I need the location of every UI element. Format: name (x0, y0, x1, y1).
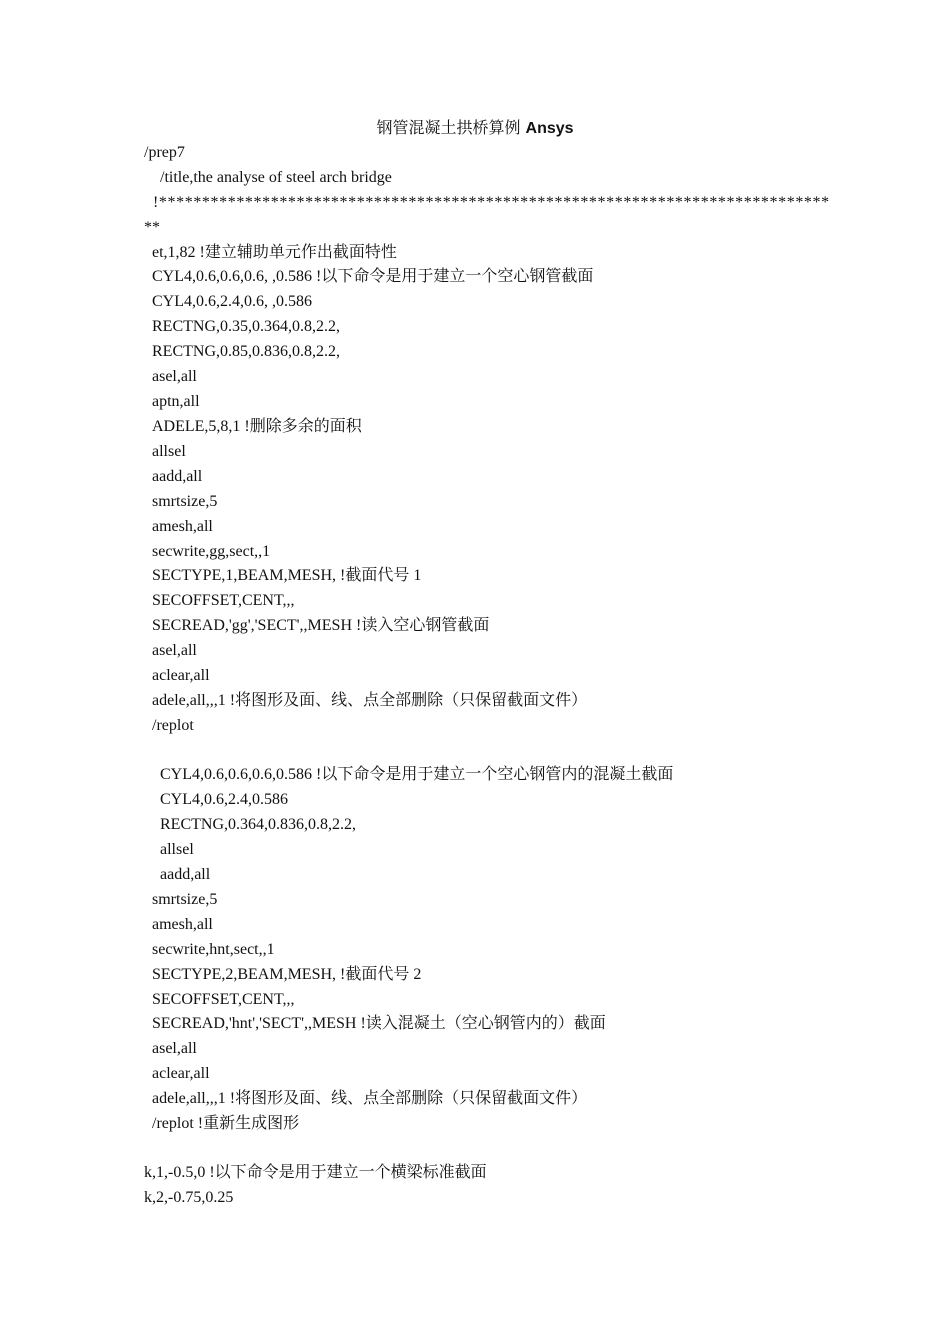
code-line: allsel (152, 443, 186, 460)
code-line: adele,all,,,1 !将图形及面、线、点全部删除（只保留截面文件） (152, 692, 588, 709)
document-title (0, 117, 950, 140)
code-line: RECTNG,0.85,0.836,0.8,2.2, (152, 343, 340, 360)
code-line: SECREAD,'gg','SECT',,MESH !读入空心钢管截面 (152, 617, 490, 634)
code-line: /replot !重新生成图形 (152, 1115, 300, 1132)
code-line: k,1,-0.5,0 !以下命令是用于建立一个横梁标准截面 (144, 1164, 487, 1181)
code-line: RECTNG,0.35,0.364,0.8,2.2, (152, 318, 340, 335)
code-line: secwrite,gg,sect,,1 (152, 543, 271, 560)
code-line: /title,the analyse of steel arch bridge (160, 169, 392, 186)
code-line: asel,all (152, 368, 197, 385)
title-chinese: 钢管混凝土拱桥算例 (376, 118, 526, 137)
code-line: aadd,all (152, 468, 203, 485)
code-line: SECTYPE,2,BEAM,MESH, !截面代号 2 (152, 966, 422, 983)
code-line: aadd,all (160, 866, 211, 883)
code-line: /replot (152, 717, 194, 734)
code-line: aclear,all (152, 667, 210, 684)
code-line: amesh,all (152, 916, 213, 933)
code-line: CYL4,0.6,2.4,0.586 (160, 791, 288, 808)
code-line: aptn,all (152, 393, 200, 410)
code-line: SECOFFSET,CENT,,, (152, 991, 295, 1008)
code-line: RECTNG,0.364,0.836,0.8,2.2, (160, 816, 356, 833)
code-line: aclear,all (152, 1065, 210, 1082)
code-line: ADELE,5,8,1 !删除多余的面积 (152, 418, 362, 435)
code-line: SECOFFSET,CENT,,, (152, 592, 295, 609)
title-ansys: Ansys (525, 120, 574, 137)
code-line: secwrite,hnt,sect,,1 (152, 941, 275, 958)
code-line: amesh,all (152, 518, 213, 535)
code-line: CYL4,0.6,0.6,0.6,0.586 !以下命令是用于建立一个空心钢管内的混凝土截面 (160, 766, 674, 783)
code-line: allsel (160, 841, 194, 858)
code-line: adele,all,,,1 !将图形及面、线、点全部删除（只保留截面文件） (152, 1090, 588, 1107)
code-line: /prep7 (144, 144, 185, 161)
code-line: ** (144, 219, 160, 236)
code-line: asel,all (152, 1040, 197, 1057)
code-line: smrtsize,5 (152, 493, 218, 510)
code-line: !****************************************************************************** (153, 194, 830, 211)
code-line: asel,all (152, 642, 197, 659)
code-line: SECTYPE,1,BEAM,MESH, !截面代号 1 (152, 567, 422, 584)
code-line: CYL4,0.6,0.6,0.6, ,0.586 !以下命令是用于建立一个空心钢管截面 (152, 268, 594, 285)
code-line: SECREAD,'hnt','SECT',,MESH !读入混凝土（空心钢管内的）截面 (152, 1015, 606, 1032)
code-line: k,2,-0.75,0.25 (144, 1189, 234, 1206)
code-line: CYL4,0.6,2.4,0.6, ,0.586 (152, 293, 312, 310)
code-line: et,1,82 !建立辅助单元作出截面特性 (152, 244, 397, 261)
code-line: smrtsize,5 (152, 891, 218, 908)
